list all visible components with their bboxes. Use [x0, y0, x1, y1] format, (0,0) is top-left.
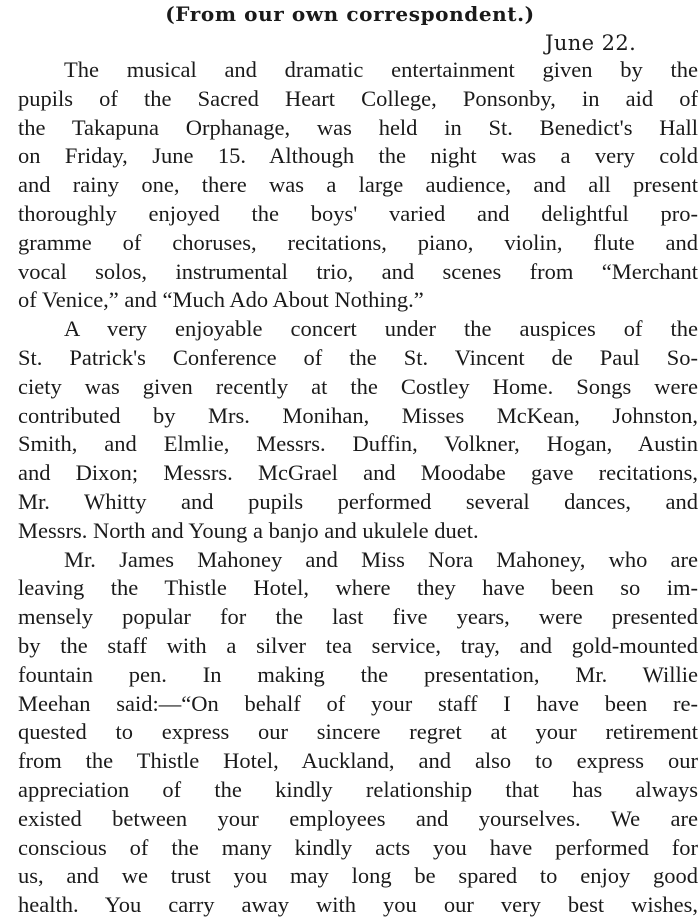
- dateline: June 22.: [545, 31, 637, 55]
- text-line: health. You carry away with you our very best wishes,: [18, 892, 698, 917]
- paragraph-costley-concert: [18, 315, 698, 545]
- paragraph-college-entertainment: [18, 56, 698, 315]
- text-line: of Venice,” and “Much Ado About Nothing.”: [18, 287, 424, 313]
- text-line: mensely popular for the last five years, were presented: [18, 604, 698, 630]
- text-line: vocal solos, instrumental trio, and scenes from “Merchant: [18, 258, 698, 284]
- text-line: on Friday, June 15. Although the night was a very cold: [18, 143, 698, 169]
- text-line: ciety was given recently at the Costley Home. Songs were: [18, 373, 698, 399]
- text-line: the Takapuna Orphanage, was held in St. Benedict's Hall: [18, 114, 698, 140]
- article-body: [18, 56, 698, 917]
- text-line: appreciation of the kindly relationship that has always: [18, 776, 698, 802]
- text-line: quested to express our sincere regret at your retirement: [18, 719, 698, 745]
- text-line: A very enjoyable concert under the auspices of the: [64, 316, 698, 342]
- text-line: Smith, and Elmlie, Messrs. Duffin, Volkner, Hogan, Austin: [18, 431, 698, 457]
- text-line: The musical and dramatic entertainment given by the: [64, 57, 698, 82]
- text-line: Messrs. North and Young a banjo and ukulele duet.: [18, 517, 479, 543]
- text-line: Mr. Whitty and pupils performed several dances, and: [18, 488, 698, 514]
- text-line: Meehan said:—“On behalf of your staff I have been re-: [18, 690, 698, 716]
- text-line: thoroughly enjoyed the boys' varied and delightful pro-: [18, 200, 698, 226]
- paragraph-mahoney-presentation: [18, 546, 698, 917]
- correspondent-byline: (From our own correspondent.): [165, 2, 535, 26]
- text-line: leaving the Thistle Hotel, where they have been so im-: [18, 575, 698, 601]
- text-line: pupils of the Sacred Heart College, Ponsonby, in aid of: [18, 85, 698, 111]
- text-line: contributed by Mrs. Monihan, Misses McKean, Johnston,: [18, 402, 698, 428]
- text-line: existed between your employees and yourselves. We are: [18, 805, 698, 831]
- text-line: Mr. James Mahoney and Miss Nora Mahoney, who are: [64, 546, 698, 572]
- text-line: by the staff with a silver tea service, tray, and gold-mounted: [18, 632, 698, 658]
- text-line: fountain pen. In making the presentation, Mr. Willie: [18, 661, 698, 687]
- text-line: conscious of the many kindly acts you have performed for: [18, 834, 698, 860]
- text-line: and rainy one, there was a large audience, and all present: [18, 172, 698, 198]
- text-line: gramme of choruses, recitations, piano, violin, flute and: [18, 229, 698, 255]
- text-line: from the Thistle Hotel, Auckland, and also to express our: [18, 748, 698, 774]
- text-line: us, and we trust you may long be spared to enjoy good: [18, 863, 698, 889]
- text-line: St. Patrick's Conference of the St. Vincent de Paul So-: [18, 344, 698, 370]
- text-line: and Dixon; Messrs. McGrael and Moodabe gave recitations,: [18, 460, 698, 486]
